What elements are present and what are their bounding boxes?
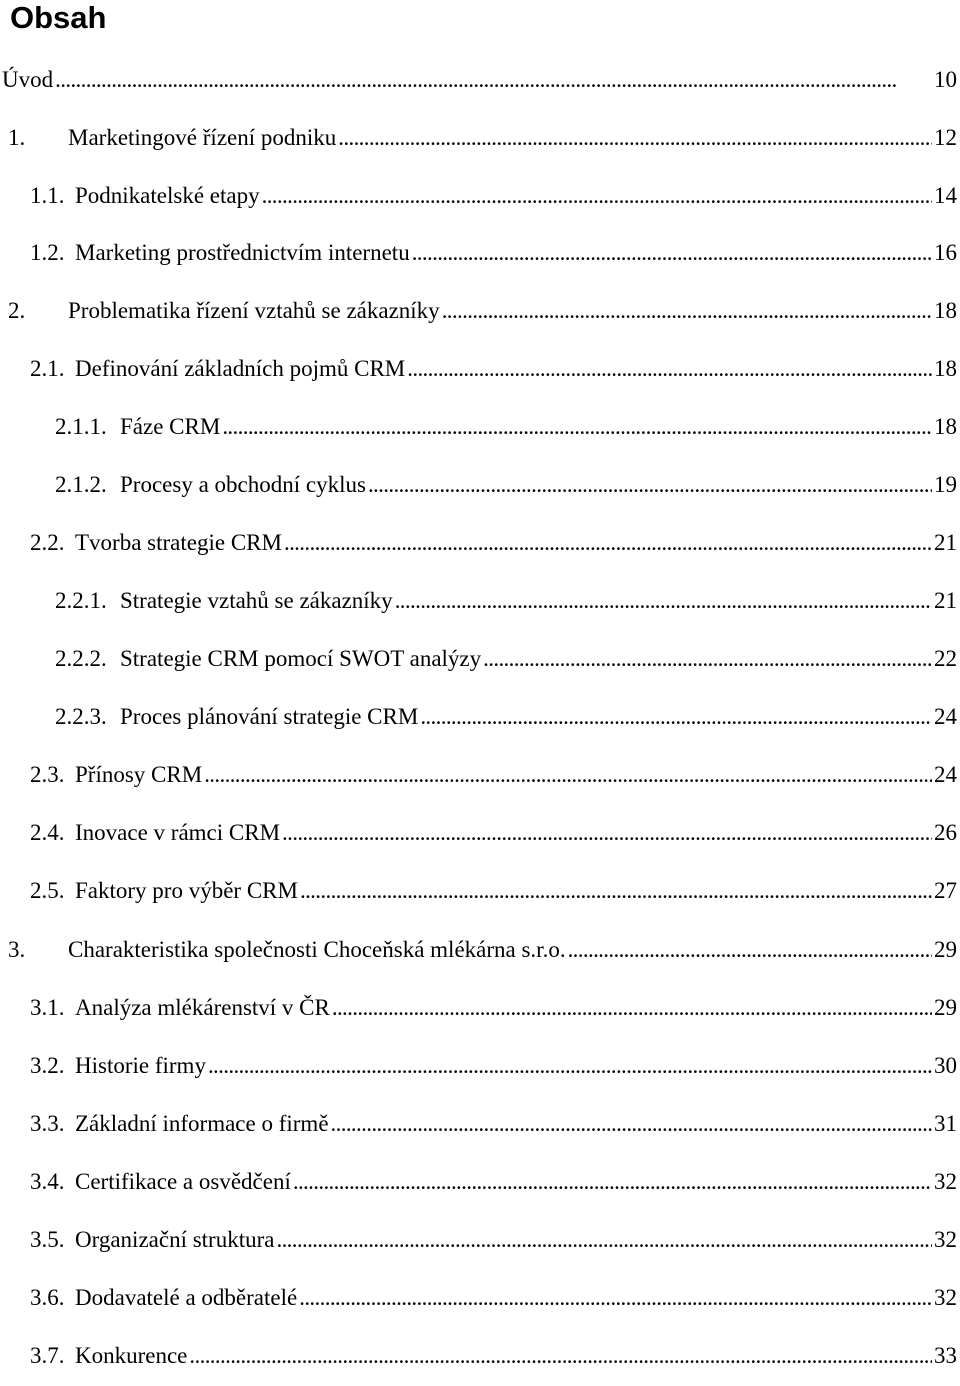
toc-entry[interactable] [0, 584, 957, 618]
toc-entry-number: 2.2.3. [55, 704, 107, 729]
toc-entry-title: Dodavatelé a odběratelé [75, 1285, 298, 1310]
toc-entry-page-number: 24 [934, 762, 957, 787]
toc-entry-page-number: 27 [934, 878, 957, 903]
dot-leader [262, 179, 932, 213]
toc-entry-title: Fáze CRM [120, 414, 221, 439]
toc-entry-number: 3.4. [30, 1169, 65, 1194]
dot-leader [420, 700, 932, 734]
toc-entry-page-number: 21 [934, 530, 957, 555]
toc-entry-page-number: 32 [934, 1169, 957, 1194]
dot-leader [338, 121, 932, 155]
toc-entry-title: Strategie CRM pomocí SWOT analýzy [120, 646, 482, 671]
toc-entry[interactable] [0, 700, 957, 734]
dot-leader [300, 874, 932, 908]
dot-leader [368, 468, 932, 502]
toc-entry-title: Marketing prostřednictvím internetu [75, 240, 410, 265]
toc-entry-page-number: 10 [934, 67, 957, 92]
toc-entry-title: Organizační struktura [75, 1227, 275, 1252]
toc-entry[interactable] [0, 1281, 957, 1315]
toc-entry[interactable] [0, 526, 957, 560]
toc-entry-page-number: 14 [934, 183, 957, 208]
dot-leader [284, 526, 932, 560]
toc-entry-page-number: 26 [934, 820, 957, 845]
toc-entry-page-number: 33 [934, 1343, 957, 1368]
toc-entry-number: 2.1. [30, 356, 65, 381]
toc-entry-number: 3.1. [30, 995, 65, 1020]
toc-entry[interactable] [0, 1165, 957, 1199]
toc-entry-number: 1.2. [30, 240, 65, 265]
dot-leader [332, 991, 932, 1025]
toc-entry-page-number: 18 [934, 298, 957, 323]
toc-entry-page-number: 18 [934, 414, 957, 439]
dot-leader [412, 236, 932, 270]
toc-entry-title: Proces plánování strategie CRM [120, 704, 419, 729]
dot-leader [442, 294, 932, 328]
toc-entry-page-number: 24 [934, 704, 957, 729]
toc-entry-page-number: 32 [934, 1227, 957, 1252]
toc-entry-title: Přínosy CRM [75, 762, 203, 787]
toc-entry[interactable] [0, 1049, 957, 1083]
toc-entry-page-number: 16 [934, 240, 957, 265]
toc-entry-number: 2.2.1. [55, 588, 107, 613]
toc-entry-number: 2.2. [30, 530, 65, 555]
toc-entry-title: Inovace v rámci CRM [75, 820, 281, 845]
toc-entry[interactable] [0, 874, 957, 908]
toc-entry[interactable] [0, 816, 957, 850]
toc-entry-title: Procesy a obchodní cyklus [120, 472, 366, 497]
toc-entry-number: 1. [8, 125, 26, 150]
dot-leader [407, 352, 932, 386]
dot-leader [331, 1107, 932, 1141]
dot-leader [204, 758, 932, 792]
toc-entry[interactable] [0, 468, 957, 502]
toc-entry-number: 2.5. [30, 878, 65, 903]
dot-leader [208, 1049, 932, 1083]
toc-entry[interactable] [0, 294, 957, 328]
dot-leader [222, 410, 932, 444]
toc-entry-page-number: 22 [934, 646, 957, 671]
toc-entry-page-number: 30 [934, 1053, 957, 1078]
toc-entry-number: 2.1.2. [55, 472, 107, 497]
toc-entry[interactable] [0, 933, 957, 967]
toc-entry[interactable] [0, 352, 957, 386]
toc-entry[interactable] [0, 642, 957, 676]
toc-entry[interactable] [0, 1223, 957, 1257]
toc-entry-page-number: 29 [934, 995, 957, 1020]
toc-entry-number: 3.7. [30, 1343, 65, 1368]
toc-entry-title: Analýza mlékárenství v ČR [75, 995, 330, 1020]
toc-entry[interactable] [0, 1107, 957, 1141]
dot-leader [282, 816, 932, 850]
toc-entry[interactable] [0, 121, 957, 155]
toc-entry-number: 2.3. [30, 762, 65, 787]
toc-entry-number: 2. [8, 298, 26, 323]
toc-entry-number: 2.2.2. [55, 646, 107, 671]
toc-entry[interactable] [0, 179, 957, 213]
toc-entry-title: Faktory pro výběr CRM [75, 878, 298, 903]
toc-entry-title: Strategie vztahů se zákazníky [120, 588, 393, 613]
toc-entry-title: Historie firmy [75, 1053, 206, 1078]
toc-entry-page-number: 29 [934, 937, 957, 962]
toc-entry-number: 3.5. [30, 1227, 65, 1252]
dot-leader [55, 63, 932, 97]
toc-entry-title: Základní informace o firmě [75, 1111, 329, 1136]
dot-leader [189, 1339, 932, 1373]
toc-entry-number: 1.1. [30, 183, 65, 208]
toc-entry-page-number: 18 [934, 356, 957, 381]
dot-leader [483, 642, 932, 676]
dot-leader [395, 584, 932, 618]
toc-entry-number: 3.3. [30, 1111, 65, 1136]
toc-entry[interactable] [0, 410, 957, 444]
dot-leader [299, 1281, 932, 1315]
toc-entry-title: Charakteristika společnosti Choceňská mlékárna s.r.o. [68, 937, 566, 962]
dot-leader [568, 933, 932, 967]
dot-leader [276, 1223, 932, 1257]
toc-entry-title: Tvorba strategie CRM [75, 530, 282, 555]
toc-entry-title: Podnikatelské etapy [75, 183, 260, 208]
toc-entry-number: 2.1.1. [55, 414, 107, 439]
toc-entry-title: Úvod [2, 67, 54, 92]
toc-entry-title: Definování základních pojmů CRM [75, 356, 406, 381]
toc-entry-number: 3.6. [30, 1285, 65, 1310]
toc-entry-page-number: 21 [934, 588, 957, 613]
page-title: Obsah [10, 0, 107, 35]
toc-entry-page-number: 32 [934, 1285, 957, 1310]
toc-entry-title: Problematika řízení vztahů se zákazníky [68, 298, 440, 323]
toc-entry-title: Certifikace a osvědčení [75, 1169, 291, 1194]
toc-entry[interactable] [0, 991, 957, 1025]
toc-entry-page-number: 31 [934, 1111, 957, 1136]
toc-entry[interactable] [0, 758, 957, 792]
toc-entry-number: 2.4. [30, 820, 65, 845]
toc-entry[interactable] [0, 236, 957, 270]
toc-entry[interactable] [0, 1339, 957, 1373]
toc-entry[interactable] [0, 63, 957, 97]
toc-entry-page-number: 12 [934, 125, 957, 150]
toc-entry-number: 3. [8, 937, 26, 962]
toc-entry-title: Marketingové řízení podniku [68, 125, 337, 150]
dot-leader [293, 1165, 932, 1199]
toc-entry-number: 3.2. [30, 1053, 65, 1078]
toc-entry-title: Konkurence [75, 1343, 188, 1368]
toc-entry-page-number: 19 [934, 472, 957, 497]
